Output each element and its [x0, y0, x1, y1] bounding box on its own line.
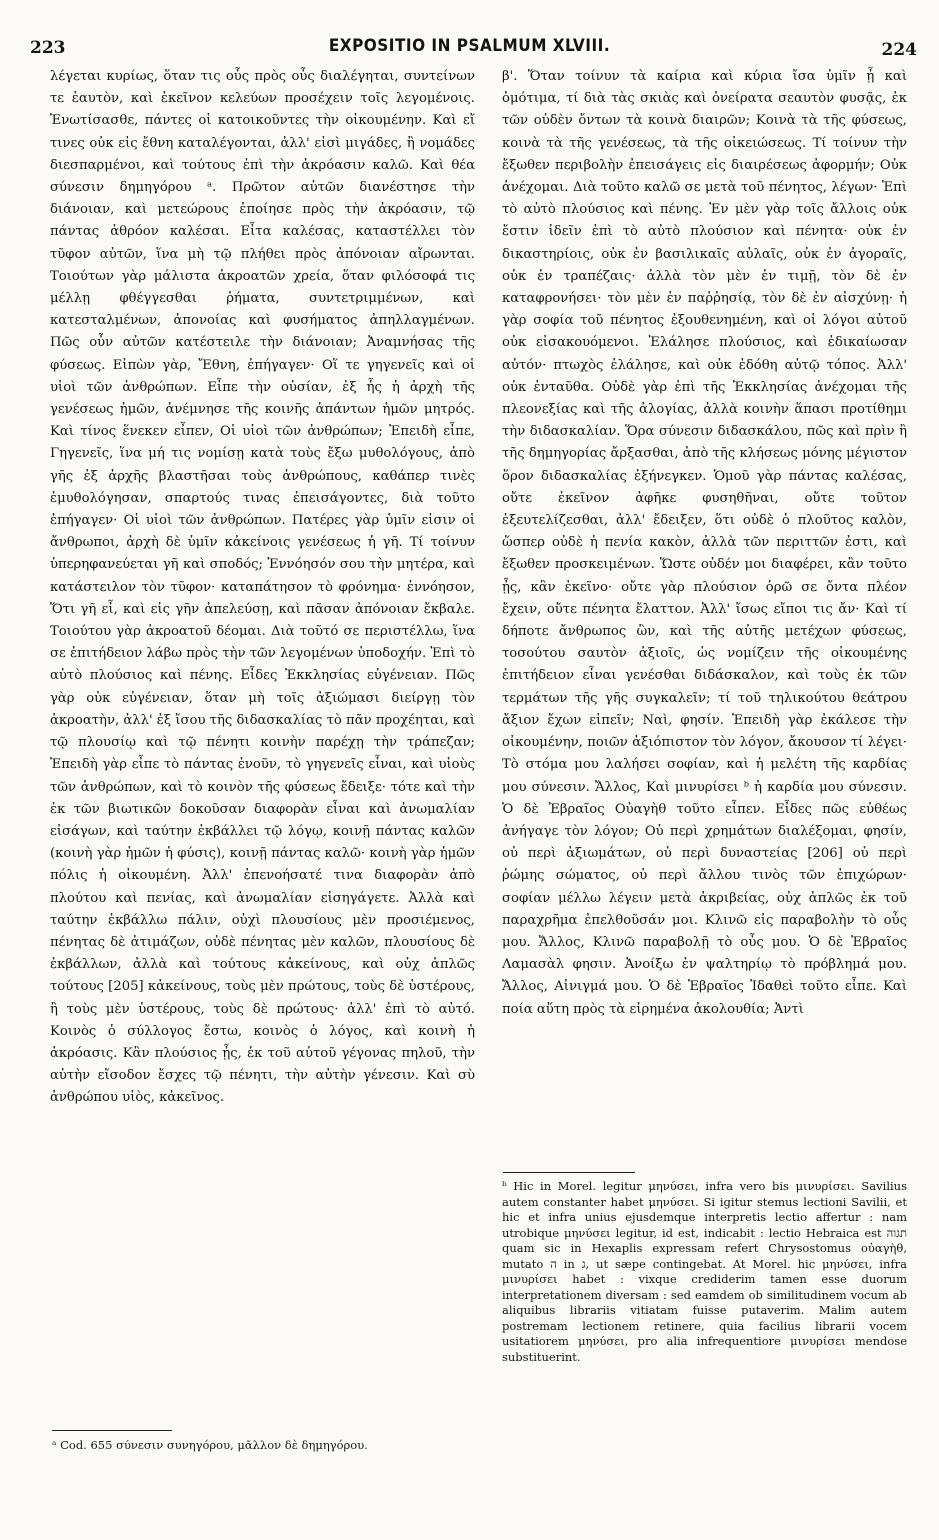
page-number-left: 223 [30, 38, 66, 58]
running-title: EXPOSITIO IN PSALMUM XLVIII. [328, 36, 611, 56]
left-column-text: λέγεται κυρίως, ὅταν τις οὖς πρὸς οὖς διαλέγηται, συντείνων τε ἑαυτὸν, καὶ ἐκεῖνον κελεύων προσέχειν τοῖς λεγομένοις. Ἐνωτίσασθε, πάντες οἱ κατοικοῦντες τὴν οἰκουμένην. Καὶ εἴ τινες οὐκ εἰς ἔθνη καταλέγονται, ἀλλ' εἰσὶ μιγάδες, ἢ νομάδες διεσπαρμένοι, καὶ τούτους ἐπὶ τὴν ἀκρόασιν καλῶ. Καὶ θέα σύνεσιν δημηγόρου ᵃ. Πρῶτον αὐτῶν διανέστησε τὴν διάνοιαν, καὶ μετεώρους ἐποίησε πρὸς τὴν ἀκρόασιν, τῷ πάντας ἀθρόον καλέσαι. Εἶτα καλέσας, καταστέλλει τὸν τῦφον αὐτῶν, ἵνα μὴ τῷ πλήθει πρὸς ἀπόνοιαν αἴρωνται. Τοιούτων γὰρ μάλιστα ἀκροατῶν χρεία, ὅταν φιλόσοφά τις μέλλῃ φθέγγεσθαι ῥήματα, συντετριμμένων, καὶ κατεσταλμένων, ἀπονοίας καὶ φυσήματος ἀπηλλαγμένων. Πῶς οὖν αὐτῶν κατέστειλε τὴν διάνοιαν; Ἀναμνήσας τῆς φύσεως. Εἰπὼν γὰρ, Ἔθνη, ἐπήγαγεν· Οἵ τε γηγενεῖς καὶ οἱ υἱοὶ τῶν ἀνθρώπων. Εἶπε τὴν οὐσίαν, ἐξ ἧς ἡ ἀρχὴ τῆς γενέσεως ἡμῶν, ἀνέμνησε τῆς κοινῆς ἁπάντων ἡμῶν μητρός. Καὶ τίνος ἕνεκεν εἶπεν, Οἱ υἱοὶ τῶν ἀνθρώπων; Ἐπειδὴ εἶπε, Γηγενεῖς, ἵνα μή τις νομίσῃ κατὰ τοὺς ἔξω μυθολόγους, ἀπὸ γῆς ἐξ ἀρχῆς βλαστῆσαι τοὺς ἀνθρώπους, καθάπερ τινὲς ἐμυθολόγησαν, σπαρτούς τινας ἐπεισάγοντες, διὰ τοῦτο ἐπήγαγεν· Οἱ υἱοὶ τῶν ἀνθρώπων. Πατέρες γὰρ ὑμῖν εἰσιν οἱ ἄνθρωποι, ἀρχὴ δὲ ὑμῖν κἀκείνοις γενέσεως ἡ γῆ. Τί τοίνυν ὑπερηφανεύεται γῆ καὶ σποδός; Ἐννόησόν σου τὴν μητέρα, καὶ κατάστειλον τὸν τῦφον· καταπάτησον τὸ φρόνημα· ἐννόησον, Ὅτι γῆ εἶ, καὶ εἰς γῆν ἀπελεύσῃ, καὶ πᾶσαν ἀπόνοιαν ἔκβαλε. Τοιούτου γὰρ ἀκροατοῦ δέομαι. Διὰ τοῦτό σε περιστέλλω, ἵνα σε ἐπιτήδειον λάβω πρὸς τὴν τῶν λεγομένων ὑποδοχήν. Ἐπὶ τὸ αὐτὸ πλούσιος καὶ πένης. Εἶδες Ἐκκλησίας εὐγένειαν. Πῶς γὰρ οὐκ εὐγένειαν, ὅταν μὴ τοῖς ἀξιώμασι διείργῃ τὸν ἀκροατὴν, ἀλλ' ἐξ ἴσου τῆς διδασκαλίας τὸ πᾶν προχέηται, καὶ τῷ πλουσίῳ καὶ τῷ πένητι κοινὴν παρέχῃ τὴν τράπεζαν; Ἐπειδὴ γὰρ εἶπε τὸ πάντας ἐνοῦν, τὸ γηγενεῖς εἶναι, καὶ υἱοὺς τῶν ἀνθρώπων, καὶ τὸ κοινὸν τῆς φύσεως ἔδειξε· τότε καὶ τὴν ἐκ τῶν βιωτικῶν δοκοῦσαν διαφορὰν εἶναι καὶ ἀνωμαλίαν εἰσάγων, καὶ ταύτην ἐκβάλλει τῷ λόγῳ, κοινῇ πάντας καλῶν (κοινὴ γὰρ ἡμῶν ἡ φύσις), κοινῇ πάντας καλῶ· κοινὴ γὰρ ἡμῶν πόλις ἡ οἰκουμένη. Ἀλλ' ἐπενοήσατέ τινα διαφορὰν ἀπὸ πλούτου καὶ πενίας, καὶ ἀνωμαλίαν εἰσηγάγετε. Ἀλλὰ καὶ ταύτην ἐκβάλλω πάλιν, οὐχὶ πλουσίους μὲν προσιέμενος, πένητας δὲ ἀτιμάζων, οὐδὲ πένητας μὲν καλῶν, πλουσίους δὲ ἐκβάλλων, ἀλλὰ καὶ τούτους κἀκείνους, καὶ οὐχ ἁπλῶς τούτους [205] κἀκείνους, τοὺς μὲν πρώτους, τοὺς δὲ ὑστέρους, ἢ τοὺς μὲν ὑστέρους, τοὺς δὲ πρώτους· ἀλλ' ἐπὶ τὸ αὐτό. Κοινὸς ὁ σύλλογος ἔστω, κοινὸς ὁ λόγος, καὶ κοινὴ ἡ ἀκρόασις. Κἂν πλούσιος ᾖς, ἐκ τοῦ αὐτοῦ γέγονας πηλοῦ, τὴν αὐτὴν εἴσοδον ἔσχες τῷ πένητι, τὴν αὐτὴν γένεσιν. Καὶ σὺ ἀνθρώπου υἱὸς, κἀκεῖνος. [50, 69, 475, 1106]
footnote-b [502, 1179, 907, 1365]
footnote-rule-right [503, 1172, 635, 1173]
footnote-a [52, 1437, 477, 1453]
left-column [50, 66, 475, 1110]
footnote-rule-left [52, 1430, 172, 1431]
page-number-right: 224 [881, 40, 917, 60]
footnote-b-text: ᵇ Hic in Morel. legitur μηνύσει, infra vero bis μινυρίσει. Savilius autem constanter habet μηνύσει. Si igitur stemus lectioni Savilii, et hic et infra unius ejusdemque interpretis lectio affertur : nam utrobique μηνύσει legitur, id est, indicabit : lectio Hebraica est תגוה quam sic in Hexaplis expressam refert Chrysostomus οὐαγὴθ, mutato ה in ג, ut sæpe contingebat. At Morel. hic μηνύσει, infra μινυρίσει habet : vixque crediderim tamen esse duorum interpretationem diversam : sed eamdem ob similitudinem vocum ab aliquibus librariis vitiatam fuisse putaverim. Malim autem postremam lectionem retinere, quia facilius librarii vocem usitatiorem μηνύσει, pro alia infrequentiore μινυρίσει mendose substituerint. [502, 1179, 907, 1364]
page-header [0, 0, 939, 64]
footnote-a-text: ᵃ Cod. 655 σύνεσιν συνηγόρου, μᾶλλον δὲ δημηγόρου. [52, 1438, 368, 1452]
right-column-text: β'. Ὅταν τοίνυν τὰ καίρια καὶ κύρια ἴσα ὑμῖν ᾖ καὶ ὁμότιμα, τί διὰ τὰς σκιὰς καὶ ὀνείρατα σεαυτὸν φυσᾷς, ἐκ τῶν οὐδὲν ὄντων τὰ κοινὰ διαιρῶν; Κοινὰ τὰ τῆς φύσεως, κοινὰ τὰ τῆς γενέσεως, τὰ τῆς οἰκειώσεως. Τί τοίνυν τὴν ἔξωθεν περιβολὴν ἐπεισάγεις εἰς διαιρέσεως ἀφορμήν; Οὐκ ἀνέχομαι. Διὰ τοῦτο καλῶ σε μετὰ τοῦ πένητος, λέγων· Ἐπὶ τὸ αὐτὸ πλούσιος καὶ πένης. Ἐν μὲν γὰρ τοῖς ἄλλοις οὐκ ἔστιν ἰδεῖν ἐπὶ τὸ αὐτὸ πλούσιον καὶ πένητα· οὐκ ἐν δικαστηρίοις, οὐκ ἐν βασιλικαῖς αὐλαῖς, οὐκ ἐν ἀγοραῖς, οὐκ ἐν τραπέζαις· ἀλλὰ τὸν μὲν ἐν τιμῇ, τὸν δὲ ἐν καταφρονήσει· τὸν μὲν ἐν παῤῥησίᾳ, τὸν δὲ ἐν αἰσχύνῃ· ἡ γὰρ σοφία τοῦ πένητος ἐξουθενημένη, καὶ οἱ λόγοι αὐτοῦ οὐκ εἰσακουόμενοι. Ἐλάλησε πλούσιος, καὶ ἐδικαίωσαν αὐτόν· πτωχὸς ἐλάλησε, καὶ οὐκ ἐδόθη αὐτῷ τόπος. Ἀλλ' οὐκ ἐνταῦθα. Οὐδὲ γὰρ ἐπὶ τῆς Ἐκκλησίας ἀνέχομαι τῆς πλεονεξίας καὶ τῆς ἀλογίας, ἀλλὰ κοινὴν ἅπασι προτίθημι τὴν διδασκαλίαν. Ὅρα σύνεσιν διδασκάλου, πῶς καὶ πρὶν ἢ τῆς δημηγορίας ἄρξασθαι, ἀπὸ τῆς κλήσεως μόνης μέγιστον ὅρον διδασκαλίας ἐξήνεγκεν. Ὁμοῦ γὰρ πάντας καλέσας, οὔτε ἐκεῖνον ἀφῆκε φυσηθῆναι, οὔτε τοῦτον ἐξευτελίζεσθαι, ἀλλ' ἔδειξεν, ὅτι οὐδὲ ὁ πλοῦτος καλὸν, ὥσπερ οὐδὲ ἡ πενία κακὸν, ἀλλὰ τῶν περιττῶν ἐστι, καὶ ἔξωθεν προσκειμένων. Ὥστε οὐδέν μοι διαφέρει, κἂν τοῦτο ᾖς, κἂν ἐκεῖνο· οὔτε γὰρ πλούσιον ὁρῶ σε ὄντα πλέον ἔχειν, οὔτε πένητα ἔλαττον. Ἀλλ' ἴσως εἴποι τις ἄν· Καὶ τί δήποτε ἄνθρωπος ὢν, καὶ τῆς αὐτῆς μετέχων φύσεως, τοσούτου σαυτὸν ἀξιοῖς, ὡς νομίζειν τῆς οἰκουμένης ἐπιτήδειον εἶναι γενέσθαι διδάσκαλον, καὶ τοὺς ἐκ τῶν τερμάτων τῆς γῆς συγκαλεῖν; τί τοῦ τηλικούτου θεάτρου ἄξιον ἔχων εἰπεῖν; Ναὶ, φησίν. Ἐπειδὴ γὰρ ἐκάλεσε τὴν οἰκουμένην, ποιῶν ἀξιόπιστον τὸν λόγον, ἄκουσον τί λέγει· Τὸ στόμα μου λαλήσει σοφίαν, καὶ ἡ μελέτη τῆς καρδίας μου σύνεσιν. Ἄλλος, Καὶ μινυρίσει ᵇ ἡ καρδία μου σύνεσιν. Ὁ δὲ Ἑβραῖος Οὐαγὴθ τοῦτο εἶπεν. Εἶδες πῶς εὐθέως ἀνήγαγε τὸν λόγον; Οὐ περὶ χρημάτων διαλέξομαι, φησίν, οὐ περὶ ἀξιωμάτων, οὐ περὶ δυναστείας [206] οὐ περὶ ῥώμης σώματος, οὐ περὶ ἄλλου τινὸς τῶν ἐπιχώρων· σοφίαν μέλλω λέγειν μετὰ ἀκριβείας, οὐχ ἁπλῶς ἐκ τοῦ παραχρῆμα ἐπελθοῦσάν μοι. Κλινῶ εἰς παραβολὴν τὸ οὖς μου. Ἄλλος, Κλινῶ παραβολῇ τὸ οὖς μου. Ὁ δὲ Ἑβραῖος Λαμασὰλ φησιν. Ἀνοίξω ἐν ψαλτηρίῳ τὸ πρόβλημά μου. Ἄλλος, Αἰνιγμά μου. Ὁ δὲ Ἑβραῖος Ἰδαθεὶ τοῦτο εἶπε. Καὶ ποία αὕτη πρὸς τὰ εἰρημένα ἀκολουθία; Ἀντὶ [502, 69, 907, 1017]
right-column [502, 66, 907, 1021]
